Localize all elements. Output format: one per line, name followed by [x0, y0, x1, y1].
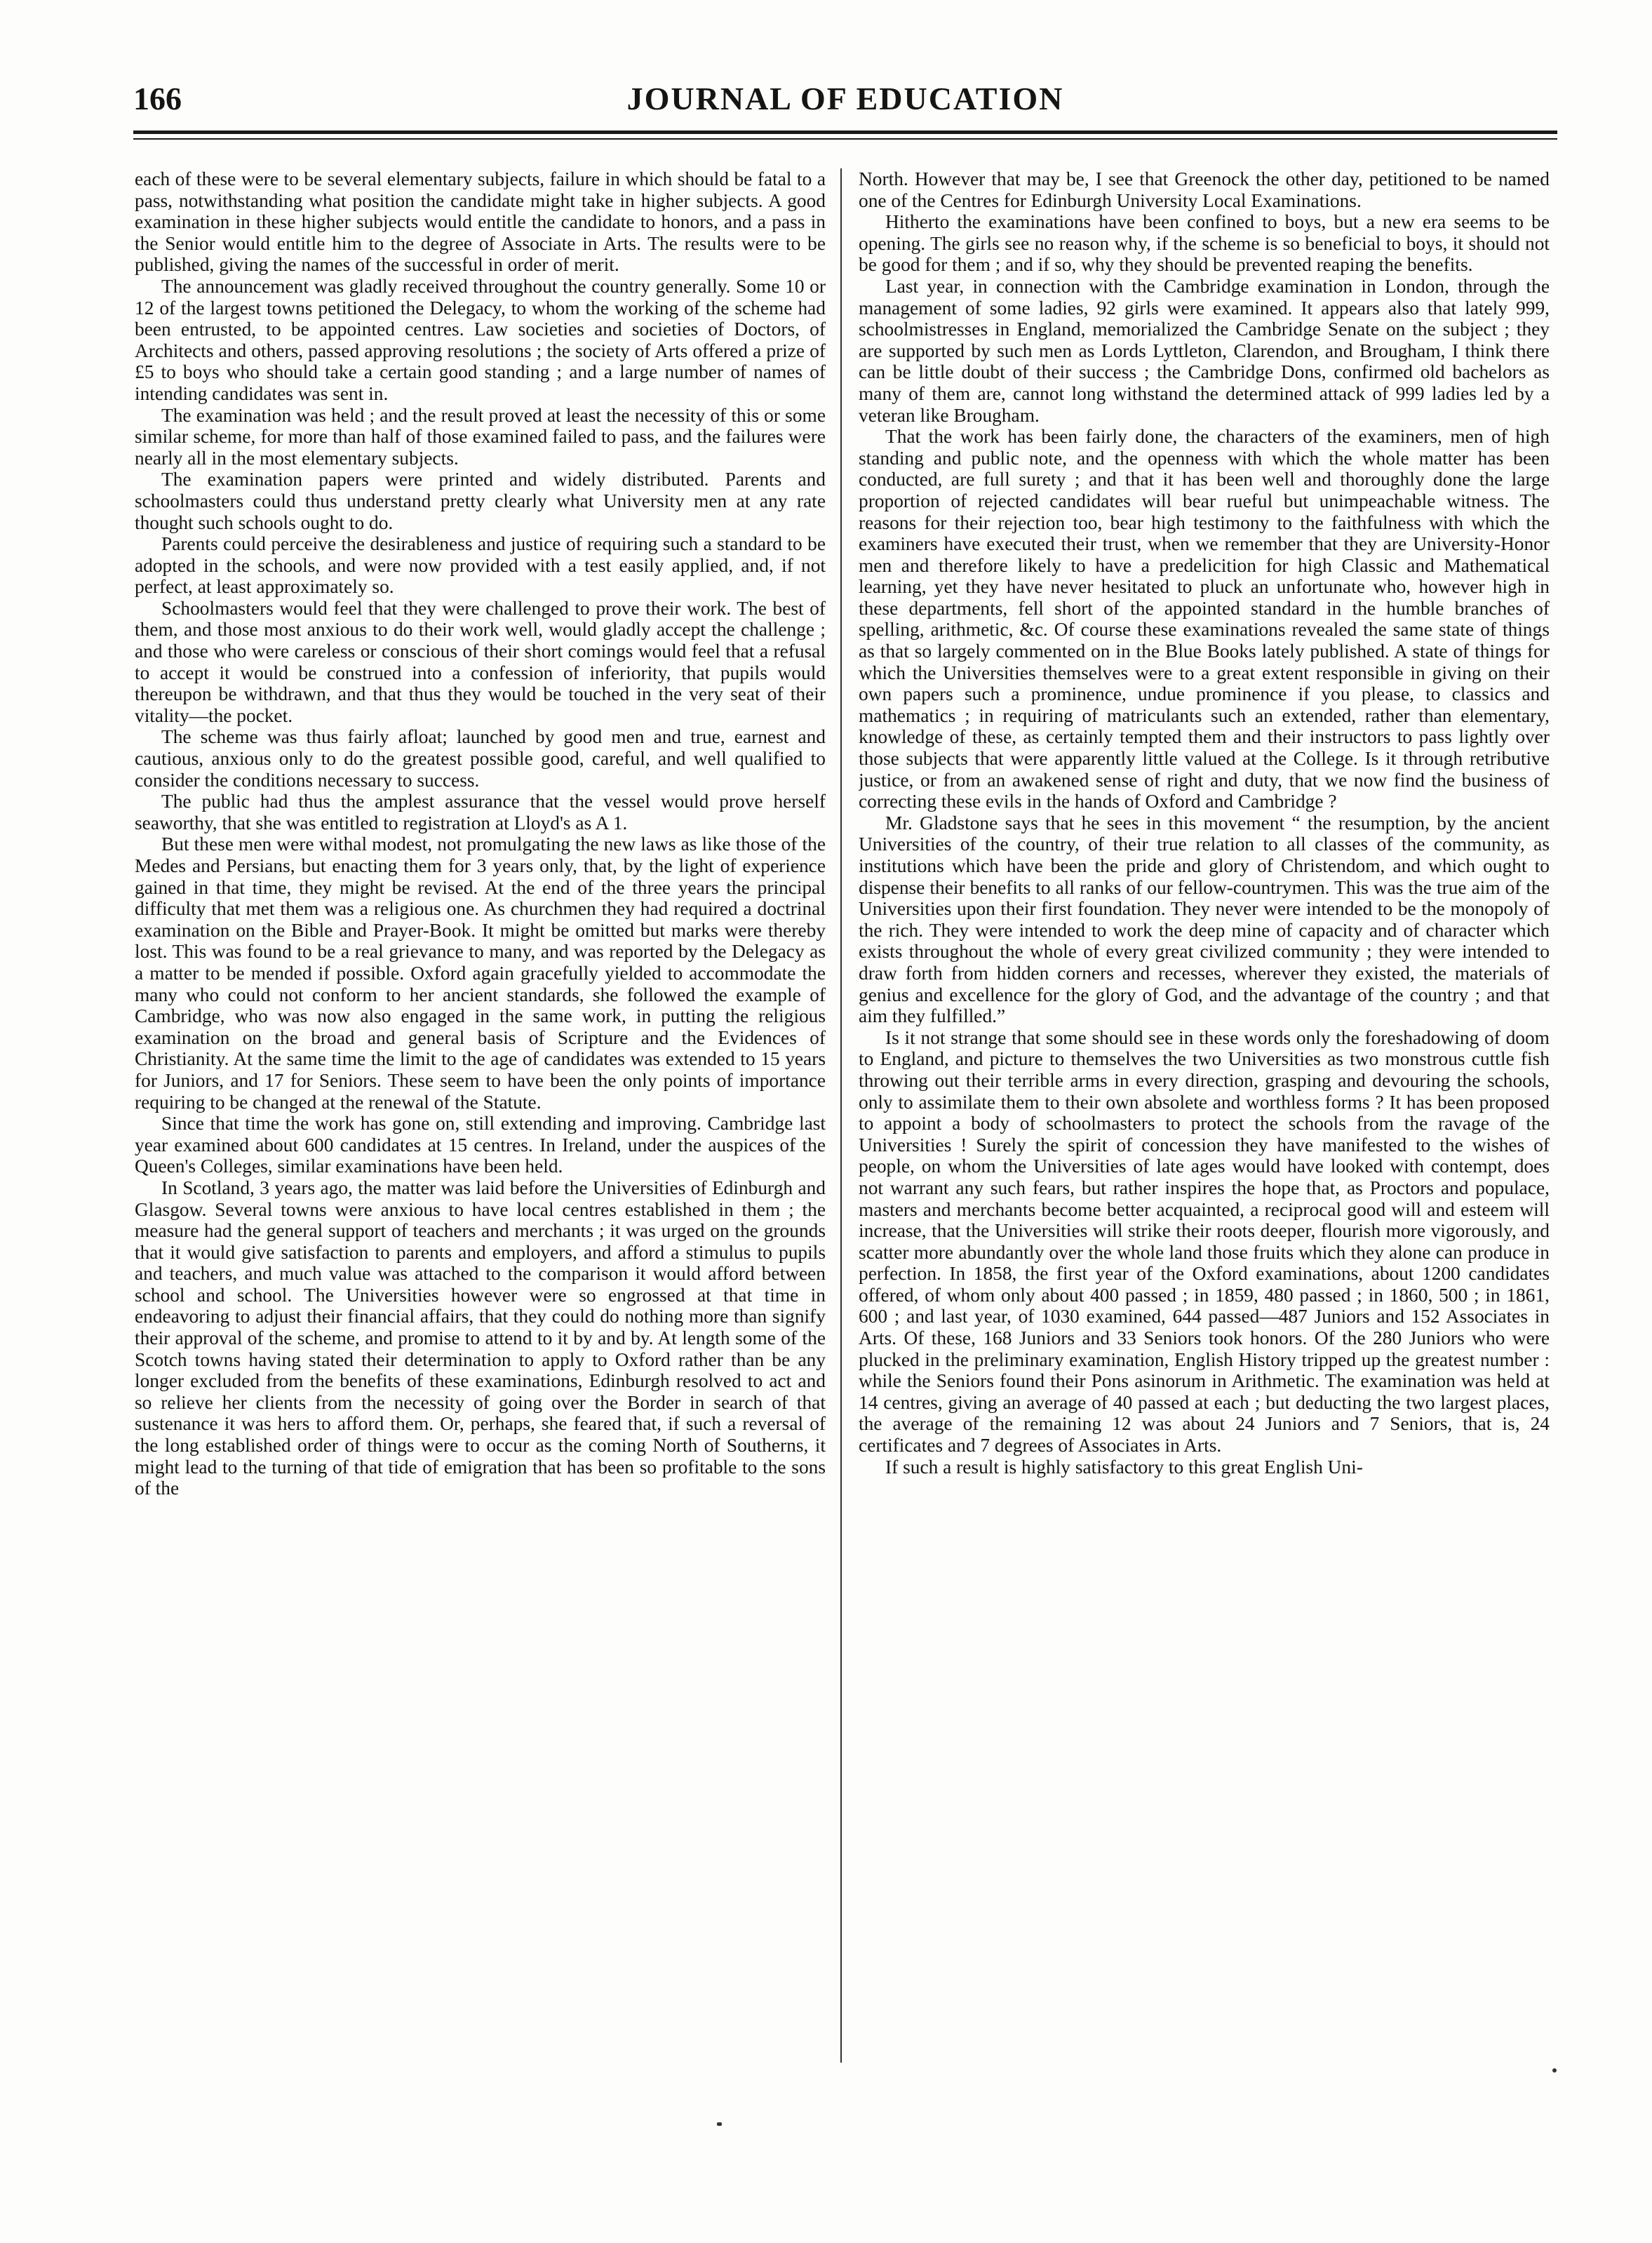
column-divider: [840, 168, 842, 2063]
header-rule-thick: [133, 130, 1557, 134]
paragraph: Is it not strange that some should see in these words only the foreshadowing of doom to England, and picture to themselves the two Universities as two monstrous cuttle fish throwing out their terrible arms in every direction, grasping and devouring the schools, only to assimilate them to their own absolete and worthless forms ? It has been proposed to appoint a body of schoolmasters to protect the schools from the ravage of the Universities ! Surely the spirit of concession they have manifested to the wishes of people, on whom the Universities of late ages would have looked with contempt, does not warrant any such fears, but rather inspires the hope that, as Proctors and populace, masters and merchants become better acquainted, a reciprocal good will and esteem will increase, that the Universities will strike their roots deeper, flourish more vigorously, and scatter more abundantly over the whole land those fruits which they alone can produce in perfection. In 1858, the first year of the Oxford examinations, about 1200 candidates offered, of whom only about 400 passed ; in 1859, 480 passed ; in 1860, 500 ; in 1861, 600 ; and last year, of 1030 examined, 644 passed—487 Juniors and 152 Associates in Arts. Of these, 168 Juniors and 33 Seniors took honors. Of the 280 Juniors who were plucked in the preliminary examination, English History tripped up the greatest number : while the Seniors found their Pons asinorum in Arithmetic. The examination was held at 14 centres, giving an average of 40 passed at each ; but deducting the two largest places, the average of the remaining 12 was about 24 Juniors and 7 Seniors, that is, 24 certificates and 7 degrees of Associates in Arts.: [859, 1026, 1550, 1457]
running-title: JOURNAL OF EDUCATION: [626, 81, 1064, 116]
paragraph: The examination was held ; and the result proved at least the necessity of this or some similar scheme, for more than half of those examined failed to pass, and the failures were nearly all in the most elementary subjects.: [135, 404, 826, 469]
paragraph: In Scotland, 3 years ago, the matter was laid before the Universities of Edinburgh and Glasgow. Several towns were anxious to have local centres established in them ; the measure had the general support of teachers and merchants ; it was urged on the grounds that it would give satisfaction to parents and employers, and afford a stimulus to pupils and teachers, and much value was attached to the comparison it would afford between school and school. The Universities however were so engrossed at that time in endeavoring to adjust their financial affairs, that they could do nothing more than signify their approval of the scheme, and promise to attend to it by and by. At length some of the Scotch towns having stated their determination to apply to Oxford rather than be any longer excluded from the benefits of these examinations, Edinburgh resolved to act and so relieve her clients from the necessity of going over the Border in search of that sustenance it was hers to afford them. Or, perhaps, she feared that, if such a reversal of the long established order of things were to occur as the coming North of Southerns, it might lead to the turning of that tide of emigration that has been so profitable to the sons of the: [135, 1177, 826, 1499]
paragraph: But these men were withal modest, not promulgating the new laws as like those of the Medes and Persians, but enacting them for 3 years only, that, by the light of experience gained in that time, they might be revised. At the end of the three years the principal difficulty that met them was a religious one. As churchmen they had required a doctrinal examination on the Bible and Prayer-Book. It might be omitted but marks were thereby lost. This was found to be a real grievance to many, and was reported by the Delegacy as a matter to be mended if possible. Oxford again gracefully yielded to accommodate the many who could not conform to her ancient standards, she followed the example of Cambridge, who was now also engaged in the same work, in putting the religious examination on the broad and general basis of Scripture and the Evidences of Christianity. At the same time the limit to the age of candidates was extended to 15 years for Juniors, and 17 for Seniors. These seem to have been the only points of importance requiring to be changed at the renewal of the Statute.: [135, 833, 826, 1113]
paragraph: That the work has been fairly done, the characters of the examiners, men of high standing and public note, and the openness with which the whole matter has been conducted, are full surety ; and that it has been well and thoroughly done the large proportion of rejected candidates will bear rueful but unimpeachable witness. The reasons for their rejection too, bear high testimony to the faithfulness with which the examiners have executed their trust, when we remember that they are University-Honor men and therefore likely to have a predelicition for high Classic and Mathematical learning, yet they have never hesitated to pluck an unfortunate who, however high in these departments, fell short of the appointed standard in the humble branches of spelling, arithmetic, &c. Of course these examinations revealed the same state of things as that so largely commented on in the Blue Books lately published. A state of things for which the Universities themselves were to a great extent responsible in giving on their own papers such a prominence, undue prominence if you please, to classics and mathematics ; in requiring of matriculants such an extended, rather than elementary, knowledge of these, as certainly tempted them and their instructors to pass lightly over those subjects that were apparently little valued at the College. Is it through retributive justice, or from an awakened sense of right and duty, that we now find the business of correcting these evils in the hands of Oxford and Cambridge ?: [859, 426, 1550, 812]
left-column: [135, 168, 826, 2077]
paragraph: The examination papers were printed and widely distributed. Parents and schoolmasters could thus understand pretty clearly what University men at any rate thought such schools ought to do.: [135, 469, 826, 533]
paragraph: Schoolmasters would feel that they were challenged to prove their work. The best of them, and those most anxious to do their work well, would gladly accept the challenge ; and those who were careless or conscious of their short comings would feel that a refusal to accept it would be construed into a confession of inferiority, that pupils would thereupon be withdrawn, and that thus they would be touched in the very seat of their vitality—the pocket.: [135, 597, 826, 726]
header-rule-thin: [133, 138, 1557, 140]
page-header: [133, 76, 1557, 125]
paragraph: Parents could perceive the desirableness and justice of requiring such a standard to be adopted in the schools, and were now provided with a test easily applied, and, if not perfect, at least approximately so.: [135, 533, 826, 598]
paragraph: The public had thus the amplest assurance that the vessel would prove herself seaworthy, that she was entitled to registration at Lloyd's as A 1.: [135, 791, 826, 833]
paragraph: North. However that may be, I see that Greenock the other day, petitioned to be named one of the Centres for Edinburgh University Local Examinations.: [859, 168, 1550, 211]
printer-mark: [717, 2122, 722, 2126]
paragraph: The scheme was thus fairly afloat; launched by good men and true, earnest and cautious, anxious only to do the greatest possible good, careful, and well qualified to consider the conditions necessary to success.: [135, 726, 826, 791]
paragraph: Since that time the work has gone on, still extending and improving. Cambridge last year examined about 600 candidates at 15 centres. In Ireland, under the auspices of the Queen's Colleges, similar examinations have been held.: [135, 1113, 826, 1177]
printer-mark: [1552, 2068, 1557, 2073]
right-column: [859, 168, 1550, 2077]
paragraph: each of these were to be several elementary subjects, failure in which should be fatal to a pass, notwithstanding what position the candidate might take in higher subjects. A good examination in these higher subjects would entitle the candidate to honors, and a pass in the Senior would entitle him to the degree of Associate in Arts. The results were to be published, giving the names of the successful in order of merit.: [135, 168, 826, 276]
paragraph: Last year, in connection with the Cambridge examination in London, through the management of some ladies, 92 girls were examined. It appears also that lately 999, schoolmistresses in England, memorialized the Cambridge Senate on the subject ; they are supported by such men as Lords Lyttleton, Clarendon, and Brougham, I think there can be little doubt of their success ; the Cambridge Dons, confirmed old bachelors as many of them are, cannot long withstand the determined attack of 999 ladies led by a veteran like Brougham.: [859, 275, 1550, 426]
paragraph: Hitherto the examinations have been confined to boys, but a new era seems to be opening. The girls see no reason why, if the scheme is so beneficial to boys, it should not be good for them ; and if so, why they should be prevented reaping the benefits.: [859, 211, 1550, 276]
paragraph: The announcement was gladly received throughout the country generally. Some 10 or 12 of the largest towns petitioned the Delegacy, to whom the working of the scheme had been entrusted, to be appointed centres. Law societies and societies of Doctors, of Architects and others, passed approving resolutions ; the society of Arts offered a prize of £5 to boys who should take a certain good standing ; and a large number of names of intending candidates was sent in.: [135, 275, 826, 404]
paragraph: Mr. Gladstone says that he sees in this movement “ the resumption, by the ancient Universities of the country, of their true relation to all classes of the community, as institutions which have been the pride and glory of Christendom, and which ought to dispense their benefits to all ranks of our fellow-countrymen. This was the true aim of the Universities upon their first foundation. They never were intended to be the monopoly of the rich. They were intended to work the deep mine of capacity and of character which exists throughout the whole of every great civilized community ; they were intended to draw forth from hidden corners and recesses, wherever they existed, the materials of genius and excellence for the glory of God, and the advantage of the country ; and that aim they fulfilled.”: [859, 812, 1550, 1027]
page-number: 166: [133, 81, 182, 116]
paragraph: If such a result is highly satisfactory to this great English Uni-: [885, 1456, 1363, 1478]
